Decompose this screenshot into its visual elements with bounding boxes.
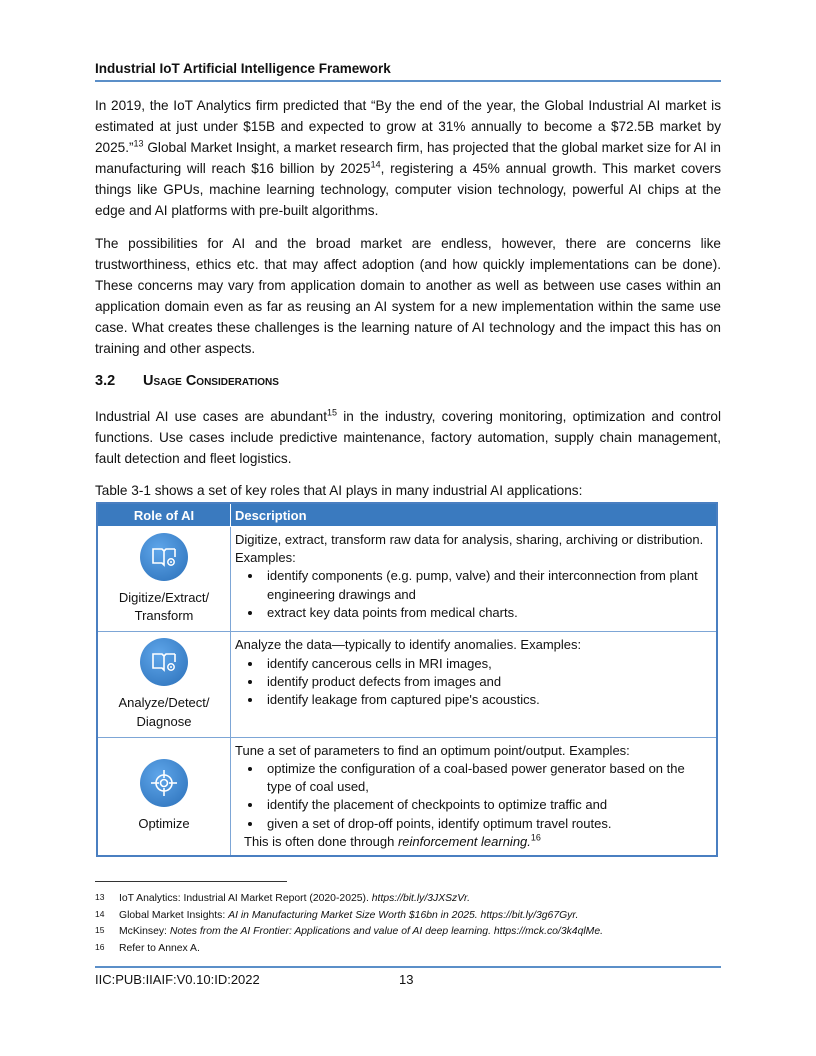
- table-caption: Table 3-1 shows a set of key roles that AI plays in many industrial AI applications:: [95, 483, 583, 498]
- list-item: • identify components (e.g. pump, valve) and their interconnection from plant engineering drawings and: [263, 567, 712, 603]
- footnote-separator: [95, 881, 287, 882]
- column-header-description: Description: [231, 503, 718, 527]
- description-intro: Analyze the data—typically to identify anomalies. Examples:: [235, 637, 582, 653]
- description-cell: [231, 632, 718, 737]
- footnote-text: [119, 941, 200, 958]
- table-row: [97, 632, 717, 737]
- footnote: [95, 941, 735, 958]
- footnote-text: [119, 891, 470, 908]
- book-gear-icon: [140, 638, 188, 686]
- section-number: 3.2: [95, 373, 116, 389]
- footnote-text: [119, 908, 578, 925]
- footnote-plain: McKinsey:: [119, 926, 170, 937]
- footnote-link[interactable]: https://bit.ly/3JXSzVr.: [371, 893, 470, 904]
- document-header-title: Industrial IoT Artificial Intelligence Framework: [95, 61, 391, 76]
- footnote-plain: IoT Analytics: Industrial AI Market Report (2020-2025).: [119, 893, 372, 904]
- description-cell: [231, 527, 718, 632]
- note-text: This is often done through: [244, 833, 398, 849]
- paragraph-text: , registering a 45% annual growth. This market covers things like GPUs, machine learning technology, computer vision technology, powerful AI chips at the edge and AI platforms with pre-built algorithms.: [95, 161, 721, 218]
- footnote-number: 14: [95, 908, 105, 919]
- example-list: [235, 760, 712, 833]
- description-cell: [231, 737, 718, 856]
- role-label: Transform: [134, 608, 194, 624]
- description-intro: Digitize, extract, transform raw data for analysis, sharing, archiving or distribution. Examples:: [235, 532, 704, 566]
- description-intro: Tune a set of parameters to find an optimum point/output. Examples:: [235, 742, 630, 758]
- paragraph-text: in the industry, covering monitoring, optimization and control functions. Use cases include predictive maintenance, factory automation, supply chain management, fault detection and fleet logistics.: [95, 409, 721, 466]
- crosshair-target-icon: [140, 759, 188, 807]
- table-header-row: [97, 503, 717, 527]
- paragraph-text: Global Market Insight, a market research firm, has projected that the global market size for AI in manufacturing will reach $16 billion by 2025: [95, 140, 721, 176]
- example-list: [235, 655, 712, 710]
- footnote-title: Notes from the AI Frontier: Applications and value of AI deep learning: [169, 926, 489, 937]
- paragraph-text: In 2019, the IoT Analytics firm predicted that “By the end of the year, the Global Industrial AI market is estimated at just under $15B and expected to grow at 31% annually to become a $72.5B market by 2025.”: [95, 98, 721, 155]
- role-label: Analyze/Detect/: [118, 695, 210, 711]
- footnote-number: 13: [95, 892, 105, 902]
- list-item: • optimize the configuration of a coal-based power generator based on the type of coal used,: [263, 760, 712, 796]
- footnote-number: 16: [95, 941, 105, 952]
- column-header-role: Role of AI: [97, 503, 231, 527]
- header-rule: [95, 80, 721, 82]
- list-item: • identify product defects from images and: [263, 673, 712, 691]
- list-item: • identify cancerous cells in MRI images,: [263, 655, 712, 673]
- table-row: [97, 737, 717, 856]
- footnote-ref[interactable]: 13: [133, 138, 144, 149]
- paragraph-market: [95, 95, 721, 221]
- footnote-link[interactable]: . https://mck.co/3k4qlMe.: [488, 926, 603, 937]
- section-title: Usage Considerations: [143, 373, 279, 389]
- table-row: [97, 527, 717, 632]
- footnote-text: [119, 924, 603, 941]
- list-item: • extract key data points from medical charts.: [263, 604, 712, 622]
- list-item: • identify leakage from captured pipe's acoustics.: [263, 691, 712, 709]
- role-label: Optimize: [138, 816, 190, 832]
- footnote-link[interactable]: AI in Manufacturing Market Size Worth $16bn in 2025. https://bit.ly/3g67Gyr.: [228, 909, 579, 921]
- description-note: [235, 833, 712, 851]
- paragraph-concerns: The possibilities for AI and the broad market are endless, however, there are concerns like trustworthiness, ethics etc. that may affect adoption (and how quickly implementations can be done). These concerns may vary from application domain to another as well as between use cases within an application domain even as far as reusing an AI system for a new implementation within the same use case. What creates these challenges is the learning nature of AI technology and the impact this has on training and other aspects.: [95, 236, 721, 356]
- footnote-ref[interactable]: 14: [370, 159, 381, 170]
- paragraph-text: Industrial AI use cases are abundant: [95, 409, 327, 424]
- footnote-ref[interactable]: 15: [326, 407, 337, 418]
- section-heading: [95, 373, 279, 389]
- role-cell: [97, 527, 231, 632]
- role-label: Diagnose: [136, 713, 192, 729]
- footnote-plain: Global Market Insights:: [119, 909, 229, 921]
- footnotes: [95, 891, 735, 957]
- book-gear-icon: [140, 533, 188, 581]
- list-item: • given a set of drop-off points, identify optimum travel routes.: [263, 815, 712, 833]
- footnote: [95, 924, 735, 941]
- note-emphasis: reinforcement learning.: [397, 833, 531, 849]
- footnote: [95, 908, 735, 925]
- footnote-number: 15: [95, 925, 105, 935]
- page-number: 13: [399, 972, 414, 987]
- example-list: [235, 567, 712, 622]
- list-item: • identify the placement of checkpoints to optimize traffic and: [263, 796, 712, 814]
- paragraph-use-cases: [95, 406, 721, 469]
- footnote-plain: Refer to Annex A.: [119, 942, 200, 954]
- role-label: Digitize/Extract/: [118, 590, 210, 605]
- footer-rule: [95, 966, 721, 968]
- footnote-ref[interactable]: 16: [530, 832, 541, 843]
- document-id: IIC:PUB:IIAIF:V0.10:ID:2022: [95, 972, 260, 987]
- ai-roles-table: [96, 502, 718, 857]
- footnote: [95, 891, 735, 908]
- role-cell: [97, 632, 231, 737]
- role-cell: [97, 737, 231, 856]
